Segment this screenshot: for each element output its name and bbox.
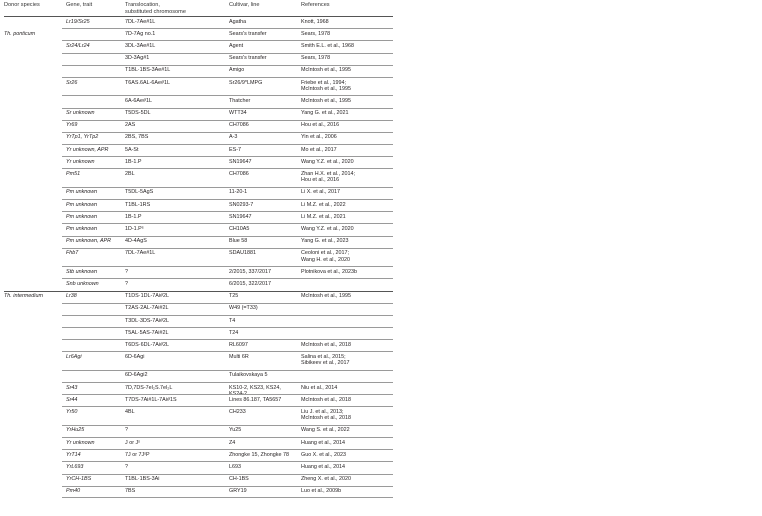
table-row bbox=[4, 187, 758, 199]
cell-references: Sears, 1978 bbox=[301, 55, 331, 62]
cell-references: Yang G. et al., 2021 bbox=[301, 110, 349, 117]
cell-translocation: T1BL-1RS bbox=[125, 201, 151, 208]
cell-translocation: ? bbox=[125, 427, 128, 434]
cell-donor-species bbox=[4, 40, 62, 43]
cell-translocation: 4BL bbox=[125, 409, 135, 416]
table-row bbox=[4, 156, 758, 168]
cell-gene-trait: Pm unknown bbox=[66, 213, 98, 220]
cell-donor-species bbox=[4, 16, 62, 19]
cell-translocation: 2BL bbox=[125, 171, 135, 178]
table-row bbox=[4, 28, 758, 40]
cell-donor-species: Th. ponticum bbox=[4, 30, 36, 37]
cell-references: Hou et al., 2016 bbox=[301, 122, 340, 129]
table-row bbox=[4, 370, 758, 382]
cell-gene-trait bbox=[66, 315, 121, 318]
table-row bbox=[4, 351, 758, 369]
table-row bbox=[4, 223, 758, 235]
cell-cultivar-line: L693 bbox=[229, 463, 241, 470]
cell-gene-trait bbox=[66, 339, 121, 342]
table-row bbox=[4, 382, 758, 397]
cell-references: Li M.Z. et al., 2022 bbox=[301, 201, 346, 208]
cell-cultivar-line: CH10A5 bbox=[229, 226, 250, 232]
table-row bbox=[4, 291, 758, 303]
cell-references: Zhan H.X. et al., 2014; Hou et al., 2016 bbox=[301, 171, 355, 184]
cell-gene-trait: Pm unknown bbox=[66, 189, 98, 196]
cell-gene-trait: YrHu25 bbox=[66, 427, 85, 434]
cell-gene-trait: Pm unknown bbox=[66, 226, 98, 232]
cell-donor-species bbox=[4, 132, 62, 135]
table-row bbox=[4, 144, 758, 156]
cell-references: Sears, 1978 bbox=[301, 30, 331, 37]
cell-translocation: T3DL·3DS-7Ai#2L bbox=[125, 317, 170, 324]
cell-translocation: 6D-6Agi bbox=[125, 354, 145, 361]
cell-cultivar-line: Blue 58 bbox=[229, 238, 248, 245]
cell-gene-trait: Yr69 bbox=[66, 122, 78, 129]
cell-translocation: 1B-1.P bbox=[125, 213, 142, 220]
cell-references: Plotnikova et al., 2023b bbox=[301, 268, 358, 275]
cell-cultivar-line: W49 (=T33) bbox=[229, 305, 258, 312]
cell-gene-trait: Lr6Agi bbox=[66, 354, 82, 361]
cell-translocation: T5DS-5DL bbox=[125, 110, 151, 117]
header-references: References bbox=[301, 2, 330, 8]
header-donor-species: Donor species bbox=[4, 2, 40, 8]
cell-cultivar-line: CH7086 bbox=[229, 171, 249, 178]
table-row bbox=[4, 315, 758, 327]
cell-donor-species bbox=[4, 327, 62, 330]
table-row bbox=[4, 236, 758, 248]
cell-cultivar-line: CH-1BS bbox=[229, 476, 249, 483]
cell-donor-species bbox=[4, 382, 62, 385]
cell-cultivar-line: Yu25 bbox=[229, 427, 242, 434]
cell-translocation: 7BS bbox=[125, 488, 136, 495]
cell-translocation: T6DS·6DL-7Ai#2L bbox=[125, 341, 170, 348]
table-body bbox=[4, 16, 758, 498]
cell-references: Wang S. et al., 2022 bbox=[301, 427, 350, 434]
cell-cultivar-line: Tulaikovskaya 5 bbox=[229, 372, 268, 379]
table-row bbox=[4, 406, 758, 424]
cell-cultivar-line: SDAU1881 bbox=[229, 250, 256, 257]
cell-cultivar-line: T4 bbox=[229, 317, 236, 324]
cell-references: Luo et al., 2009b bbox=[301, 488, 342, 495]
cell-references: Huang et al., 2014 bbox=[301, 463, 346, 470]
cell-translocation: 7DL-7Ae#1L bbox=[125, 18, 156, 25]
cell-gene-trait: Yr unknown, APR bbox=[66, 146, 109, 153]
cell-gene-trait: Sr24/Lr24 bbox=[66, 42, 90, 49]
cell-cultivar-line: SN19647 bbox=[229, 213, 252, 220]
cell-references bbox=[301, 278, 391, 281]
cell-donor-species bbox=[4, 394, 62, 397]
cell-references: Mo et al., 2017 bbox=[301, 146, 337, 153]
cell-gene-trait: Snb unknown bbox=[66, 280, 99, 287]
cell-gene-trait bbox=[66, 95, 121, 98]
table-row bbox=[4, 53, 758, 65]
cell-cultivar-line: Agent bbox=[229, 42, 244, 49]
cell-references: Yang G. et al., 2023 bbox=[301, 238, 349, 245]
cell-translocation: 5A-St bbox=[125, 146, 139, 153]
cell-cultivar-line: KS10-2, KS23, KS24, KS24-2 bbox=[229, 384, 281, 397]
table-bottom-rule bbox=[62, 497, 393, 498]
cell-references: Knott, 1968 bbox=[301, 18, 329, 25]
cell-translocation: 3D-3Ag#1 bbox=[125, 55, 150, 62]
table-row bbox=[4, 77, 758, 95]
cell-donor-species bbox=[4, 266, 62, 269]
table-row bbox=[4, 266, 758, 278]
cell-gene-trait: Lr38 bbox=[66, 293, 77, 300]
cell-gene-trait: YrL693 bbox=[66, 463, 84, 470]
cell-donor-species bbox=[4, 223, 62, 226]
cell-translocation: 1B-1.P bbox=[125, 158, 142, 165]
cell-cultivar-line: SN0293-7 bbox=[229, 201, 254, 208]
cell-gene-trait bbox=[66, 303, 121, 306]
table-row bbox=[4, 16, 758, 28]
cell-references: McIntosh et al., 1995 bbox=[301, 97, 352, 104]
cell-references: Li M.Z. et al., 2021 bbox=[301, 213, 346, 220]
cell-gene-trait: Sr44 bbox=[66, 396, 78, 403]
table-row bbox=[4, 327, 758, 339]
cell-donor-species bbox=[4, 144, 62, 147]
cell-cultivar-line: ES-7 bbox=[229, 146, 241, 153]
cell-translocation: ? bbox=[125, 463, 128, 470]
cell-translocation: ? bbox=[125, 268, 128, 275]
cell-gene-trait bbox=[66, 53, 121, 56]
cell-gene-trait: Pm51 bbox=[66, 171, 81, 178]
cell-donor-species bbox=[4, 351, 62, 354]
cell-gene-trait bbox=[66, 370, 121, 373]
cell-donor-species bbox=[4, 236, 62, 239]
table-row bbox=[4, 449, 758, 461]
cell-donor-species bbox=[4, 187, 62, 190]
cell-translocation: 7DL-7Ae#1L bbox=[125, 250, 156, 257]
header-gene-trait: Gene, trait bbox=[66, 2, 93, 8]
cell-donor-species bbox=[4, 120, 62, 123]
cell-cultivar-line: Sears's transfer bbox=[229, 30, 267, 37]
cell-gene-trait bbox=[66, 28, 121, 31]
cell-gene-trait bbox=[66, 327, 121, 330]
table-row bbox=[4, 40, 758, 52]
cell-translocation: T1BL·1BS-3Ai bbox=[125, 476, 160, 483]
cell-donor-species bbox=[4, 461, 62, 464]
table-row bbox=[4, 474, 758, 486]
table-row bbox=[4, 425, 758, 437]
cell-cultivar-line: 6/2015, 322/2017 bbox=[229, 280, 271, 287]
cell-donor-species bbox=[4, 303, 62, 306]
table-row bbox=[4, 303, 758, 315]
table-row bbox=[4, 339, 758, 351]
cell-translocation: T7DS-7Ai#1L-7Ai#1S bbox=[125, 396, 177, 403]
cell-references bbox=[301, 327, 391, 330]
cell-donor-species bbox=[4, 65, 62, 68]
cell-gene-trait: YrTp1, YrTp2 bbox=[66, 134, 99, 141]
header-cultivar-line: Cultivar, line bbox=[229, 2, 260, 8]
cell-cultivar-line: Agatha bbox=[229, 18, 247, 25]
cell-cultivar-line: T25 bbox=[229, 293, 239, 300]
cell-gene-trait bbox=[66, 65, 121, 68]
cell-cultivar-line: SN19647 bbox=[229, 158, 252, 165]
cell-translocation: T5DL-5AgS bbox=[125, 189, 154, 196]
cell-cultivar-line: WTT34 bbox=[229, 110, 247, 117]
cell-translocation: 2AS bbox=[125, 122, 136, 129]
cell-gene-trait: Fhb7 bbox=[66, 250, 79, 257]
cell-cultivar-line: Amigo bbox=[229, 67, 245, 74]
cell-cultivar-line: Lines 86.187, TA5657 bbox=[229, 396, 282, 403]
cell-gene-trait: Sr unknown bbox=[66, 110, 95, 117]
cell-cultivar-line: RL6097 bbox=[229, 341, 248, 348]
cell-donor-species bbox=[4, 315, 62, 318]
cell-cultivar-line: Zhongke 15, Zhongke 78 bbox=[229, 451, 289, 458]
cell-translocation: ? bbox=[125, 280, 128, 287]
cell-cultivar-line: CH233 bbox=[229, 409, 246, 416]
cell-donor-species bbox=[4, 108, 62, 111]
cell-references bbox=[301, 370, 391, 373]
cell-translocation: 2BS, 7BS bbox=[125, 134, 149, 141]
table-row bbox=[4, 199, 758, 211]
cell-translocation: 1D-1.Pˢ bbox=[125, 226, 144, 232]
cell-references: Friebe et al., 1994; McIntosh et al., 1995 bbox=[301, 79, 352, 92]
table-row bbox=[4, 65, 758, 77]
cell-cultivar-line: Z4 bbox=[229, 439, 236, 446]
cell-references: Ceoloni et al., 2017; Wang H. et al., 2020 bbox=[301, 250, 350, 263]
cell-gene-trait: Sr43 bbox=[66, 384, 78, 391]
cell-gene-trait: Sr26 bbox=[66, 79, 78, 86]
cell-translocation: J or Jˢ bbox=[125, 439, 141, 446]
cell-cultivar-line: CH7086 bbox=[229, 122, 249, 129]
cell-translocation: 4D-4AgS bbox=[125, 238, 147, 245]
cell-donor-species bbox=[4, 370, 62, 373]
table-row bbox=[4, 120, 758, 132]
cell-references: Zheng X. et al., 2020 bbox=[301, 476, 352, 483]
cell-donor-species bbox=[4, 437, 62, 440]
cell-gene-trait: Stb unknown bbox=[66, 268, 98, 275]
cell-cultivar-line: 11-20-1 bbox=[229, 189, 248, 196]
cell-donor-species bbox=[4, 449, 62, 452]
cell-references: Huang et al., 2014 bbox=[301, 439, 346, 446]
cell-donor-species bbox=[4, 199, 62, 202]
cell-references: Liu J. et al., 2013; McIntosh et al., 2018 bbox=[301, 409, 352, 422]
cell-cultivar-line: Sr26/9*LMPG bbox=[229, 79, 263, 86]
cell-gene-trait: Yr unknown bbox=[66, 439, 95, 446]
cell-translocation: T6AS.6AL-6Ae#1L bbox=[125, 79, 170, 86]
cell-references: Niu et al., 2014 bbox=[301, 384, 338, 391]
cell-donor-species bbox=[4, 168, 62, 171]
cell-references: McIntosh et al., 2018 bbox=[301, 396, 352, 403]
cell-donor-species bbox=[4, 156, 62, 159]
cell-donor-species bbox=[4, 248, 62, 251]
cell-translocation: T5AL·5AS-7Ai#2L bbox=[125, 329, 169, 336]
table-row bbox=[4, 278, 758, 290]
table-row bbox=[4, 461, 758, 473]
cell-donor-species bbox=[4, 211, 62, 214]
table-row bbox=[4, 95, 758, 107]
cell-gene-trait: Pm unknown bbox=[66, 201, 98, 208]
cell-gene-trait: YrCH-1BS bbox=[66, 476, 92, 483]
cell-gene-trait: YrT14 bbox=[66, 451, 81, 458]
cell-cultivar-line: Thatcher bbox=[229, 97, 251, 104]
cell-gene-trait: Pm40 bbox=[66, 488, 81, 495]
table-row bbox=[4, 108, 758, 120]
table-header bbox=[4, 0, 758, 16]
cell-cultivar-line: T24 bbox=[229, 329, 239, 336]
cell-translocation: 7D-7Ag no.1 bbox=[125, 30, 156, 37]
cell-gene-trait: Lr19/Sr25 bbox=[66, 18, 90, 25]
cell-donor-species bbox=[4, 474, 62, 477]
table-row bbox=[4, 211, 758, 223]
cell-gene-trait: Yr unknown bbox=[66, 158, 95, 165]
cell-gene-trait: Pm unknown, APR bbox=[66, 238, 112, 245]
cell-translocation: 7D,7DS-7el₂S.7el₂L bbox=[125, 384, 173, 391]
cell-donor-species bbox=[4, 406, 62, 409]
cell-cultivar-line: Multi 6R bbox=[229, 354, 249, 361]
cell-donor-species bbox=[4, 53, 62, 56]
cell-cultivar-line: 2/2015, 337/2017 bbox=[229, 268, 271, 275]
cell-translocation: T2AS·2AL-7Ai#2L bbox=[125, 305, 169, 312]
table-row bbox=[4, 132, 758, 144]
header-translocation: Translocation, substituted chromosome bbox=[125, 2, 186, 15]
cell-donor-species bbox=[4, 77, 62, 80]
cell-translocation: T1BL·1BS-3Ae#1L bbox=[125, 67, 171, 74]
cell-donor-species bbox=[4, 278, 62, 281]
cell-translocation: 6A-6Ae#1L bbox=[125, 97, 152, 104]
cell-references: Yin et al., 2006 bbox=[301, 134, 337, 141]
cell-donor-species bbox=[4, 486, 62, 489]
cell-translocation: 7J or 7JˢP bbox=[125, 451, 150, 458]
cell-donor-species bbox=[4, 339, 62, 342]
cell-references bbox=[301, 315, 391, 318]
cell-references: McIntosh et al., 2018 bbox=[301, 341, 352, 348]
cell-donor-species bbox=[4, 425, 62, 428]
cell-cultivar-line: GRY19 bbox=[229, 488, 247, 495]
table-row bbox=[4, 394, 758, 406]
cell-references: Salina et al., 2015; Sibikeev et al., 2017 bbox=[301, 354, 350, 367]
table-row bbox=[4, 437, 758, 449]
table-row bbox=[4, 248, 758, 266]
cell-references: Li X. et al., 2017 bbox=[301, 189, 340, 196]
cell-translocation: T1DS·1DL-7Ai#2L bbox=[125, 293, 170, 300]
cell-donor-species: Th. intermedium bbox=[4, 293, 43, 300]
cell-references: Wang Y.Z. et al., 2020 bbox=[301, 158, 354, 165]
cell-cultivar-line: Sears's transfer bbox=[229, 55, 267, 62]
table-row bbox=[4, 168, 758, 186]
cell-references: Guo X. et al., 2023 bbox=[301, 451, 346, 458]
cell-references: Smith E.L. et al., 1968 bbox=[301, 42, 355, 49]
cell-translocation: 6D-6Agi2 bbox=[125, 372, 148, 379]
cell-translocation: 3DL-3Ae#1L bbox=[125, 42, 156, 49]
cell-cultivar-line: A-3 bbox=[229, 134, 238, 141]
data-table bbox=[4, 0, 758, 498]
cell-gene-trait: Yr50 bbox=[66, 409, 78, 416]
cell-references bbox=[301, 303, 391, 306]
cell-references: McIntosh et al., 1995 bbox=[301, 67, 352, 74]
cell-references: McIntosh et al., 1995 bbox=[301, 293, 352, 300]
table-row bbox=[4, 486, 758, 498]
cell-references: Wang Y.Z. et al., 2020 bbox=[301, 226, 354, 232]
cell-donor-species bbox=[4, 95, 62, 98]
